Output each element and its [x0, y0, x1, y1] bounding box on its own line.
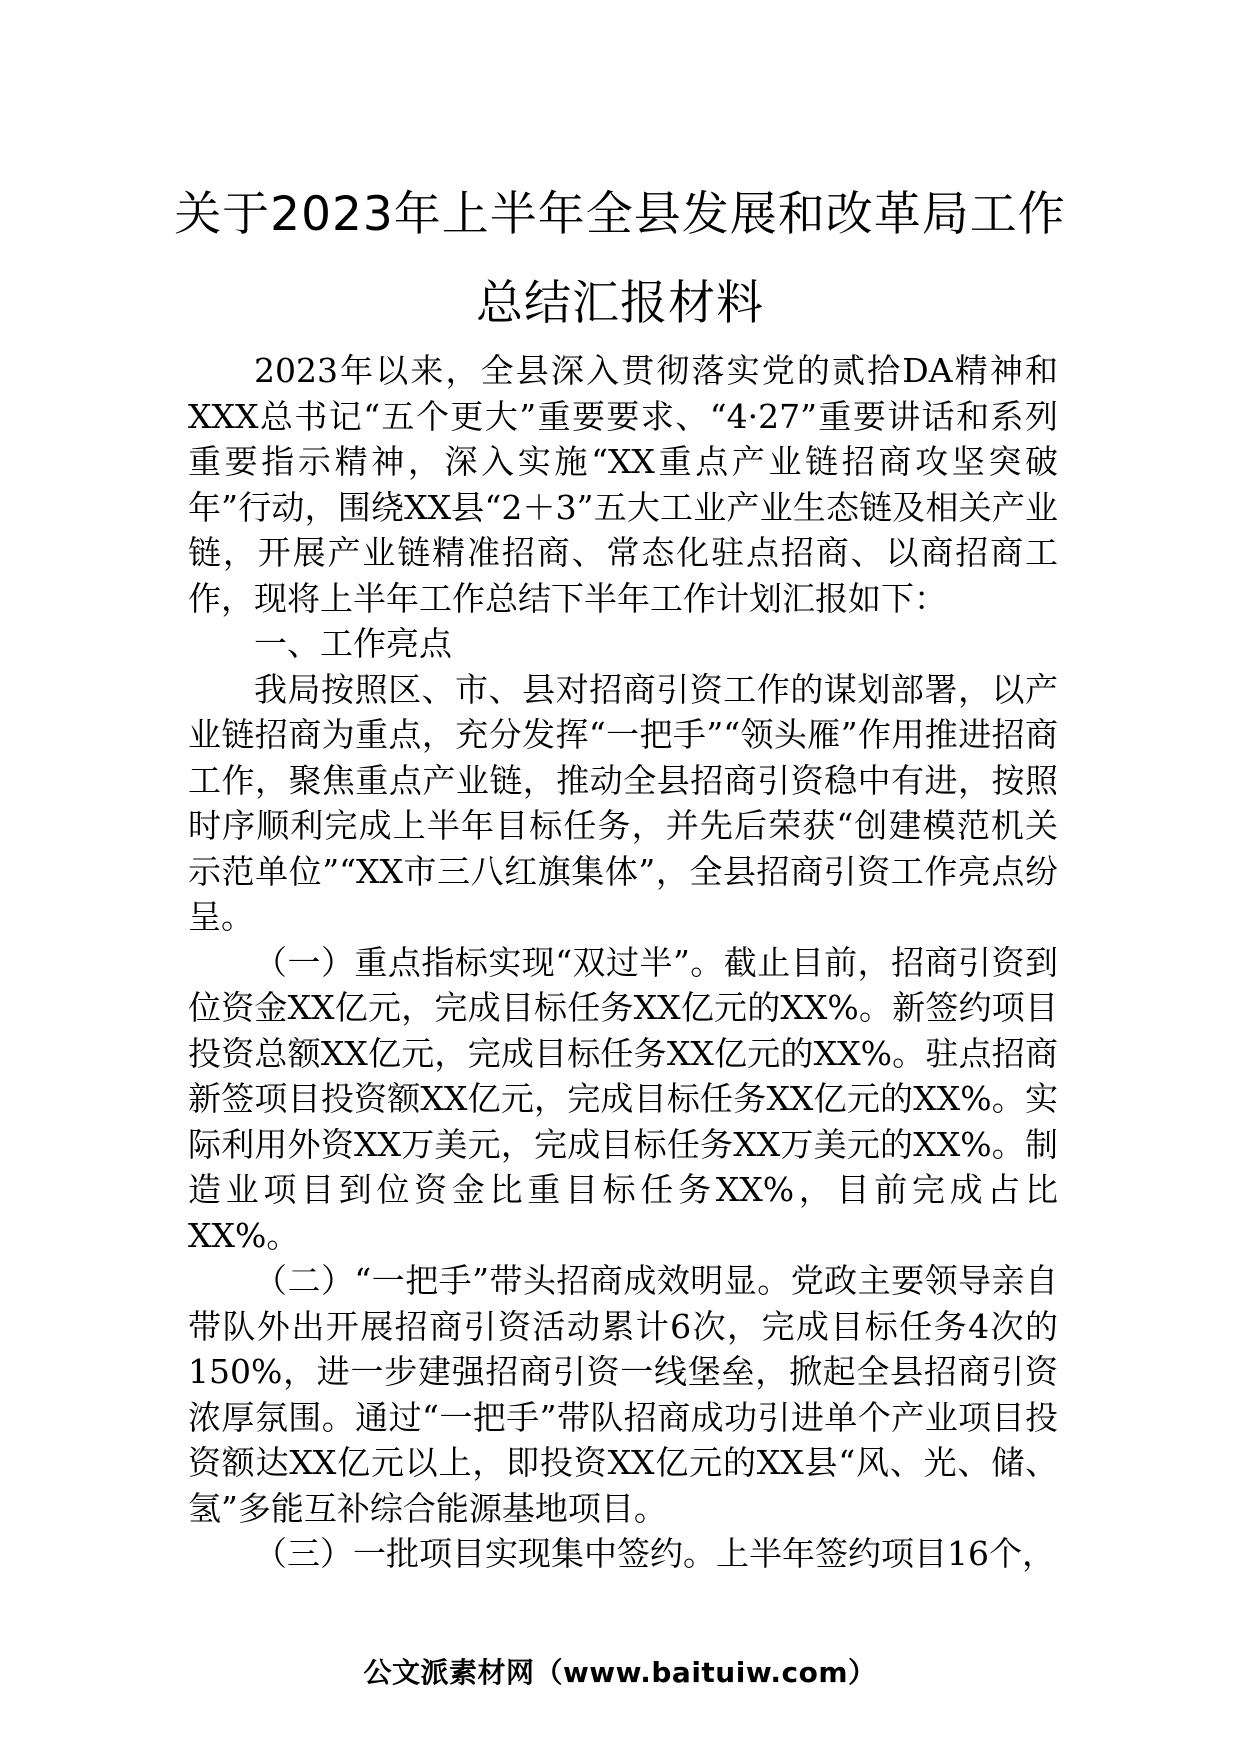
body-paragraph: （三）一批项目实现集中签约。上半年签约项目16个， [254, 1534, 1055, 1573]
body-paragraph: 我局按照区、市、县对招商引资工作的谋划部署，以产业链招商为重点，充分发挥“一把手”“领头雁”作用推进招商工作，聚焦重点产业链，推动全县招商引资稳中有进，按照时序顺利完成上半年目标任务，并先后荣获“创建模范机关示范单位”“XX市三八红旗集体”，全县招商引资工作亮点纷呈。 [188, 669, 1058, 936]
document-title-line-1: 关于2023年上半年全县发展和改革局工作 [174, 187, 1066, 242]
document-title-line-2: 总结汇报材料 [476, 276, 764, 331]
body-paragraph: （二）“一把手”带头招商成效明显。党政主要领导亲自带队外出开展招商引资活动累计6次，完成目标任务4次的150%，进一步建强招商引资一线堡垒，掀起全县招商引资浓厚氛围。通过“一把手”带队招商成功引进单个产业项目投资额达XX亿元以上，即投资XX亿元的XX县“风、光、储、氢”多能互补综合能源基地项目。 [188, 1261, 1058, 1528]
intro-paragraph: 2023年以来，全县深入贯彻落实党的贰拾DA精神和XXX总书记“五个更大”重要要求、“4·27”重要讲话和系列重要指示精神，深入实施“XX重点产业链招商攻坚突破年”行动，围绕XX县“2＋3”五大工业产业生态链及相关产业链，开展产业链精准招商、常态化驻点招商、以商招商工作，现将上半年工作总结下半年工作计划汇报如下： [188, 351, 1058, 618]
footer-watermark: 公文派素材网（www.baituiw.com） [363, 1656, 877, 1689]
document-body [188, 348, 1058, 1577]
section-heading: 一、工作亮点 [254, 624, 452, 663]
body-paragraph: （一）重点指标实现“双过半”。截止目前，招商引资到位资金XX亿元，完成目标任务XX亿元的XX%。新签约项目投资总额XX亿元，完成目标任务XX亿元的XX%。驻点招商新签项目投资额XX亿元，完成目标任务XX亿元的XX%。实际利用外资XX万美元，完成目标任务XX万美元的XX%。制造业项目到位资金比重目标任务XX%，目前完成占比XX%。 [188, 942, 1058, 1255]
